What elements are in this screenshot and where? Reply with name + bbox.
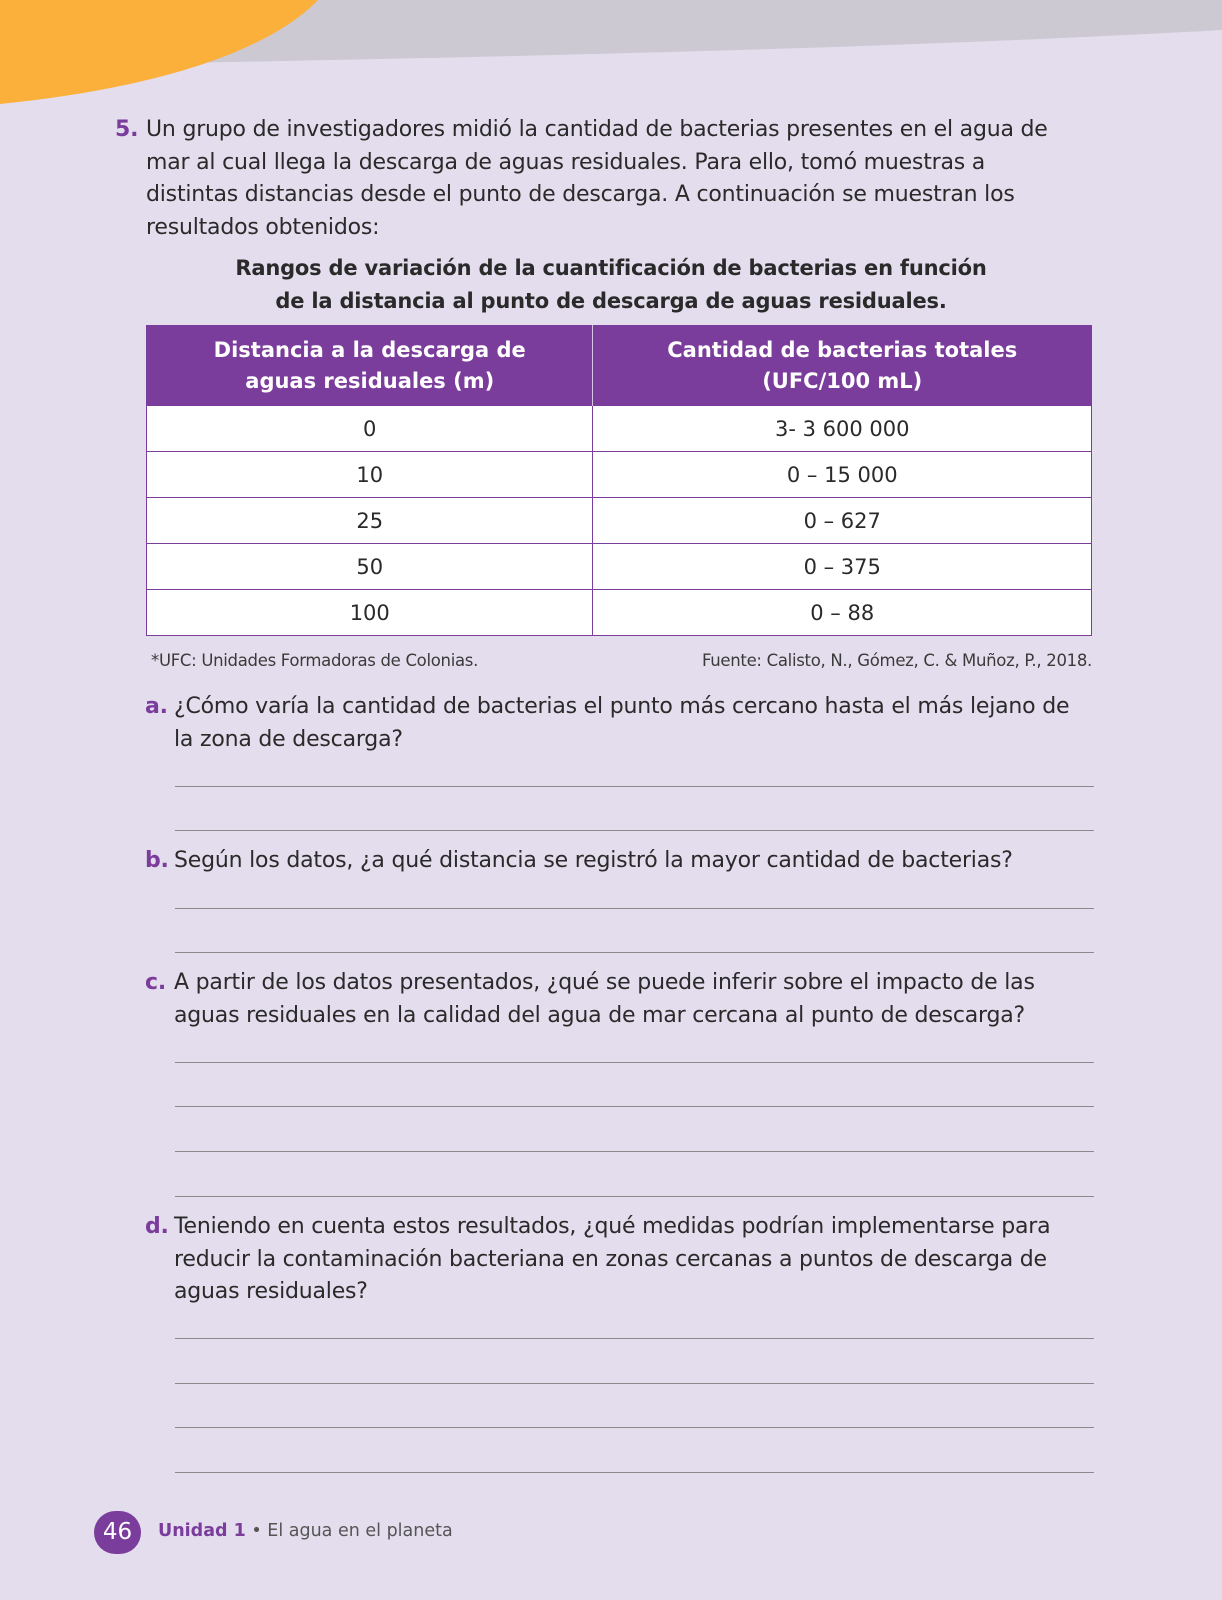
table-source: Fuente: Calisto, N., Gómez, C. & Muñoz, P., 2018. <box>701 651 1092 670</box>
bacteria-cell: 0 – 15 000 <box>593 452 1092 498</box>
answer-line[interactable] <box>175 830 1094 831</box>
footer-chapter: El agua en el planeta <box>267 1521 453 1541</box>
bacteria-cell: 0 – 375 <box>593 544 1092 590</box>
question-letter: d. <box>145 1214 169 1239</box>
question-letter: c. <box>145 970 166 995</box>
question-text: Según los datos, ¿a qué distancia se registró la mayor cantidad de bacterias? <box>174 848 1013 873</box>
answer-line[interactable] <box>175 952 1094 953</box>
answer-line[interactable] <box>175 1338 1094 1339</box>
distance-cell: 25 <box>147 498 593 544</box>
question-text: ¿Cómo varía la cantidad de bacterias el punto más cercano hasta el más lejano de la zona de descarga? <box>174 694 1070 752</box>
answer-line[interactable] <box>175 1196 1094 1197</box>
answer-line[interactable] <box>175 1472 1094 1473</box>
distance-cell: 10 <box>147 452 593 498</box>
header-decoration <box>0 0 1222 130</box>
header-bacteria-line-2: (UFC/100 mL) <box>762 368 923 393</box>
answer-line[interactable] <box>175 1427 1094 1428</box>
footer-text <box>158 1521 453 1541</box>
question-a <box>145 691 1080 756</box>
header-distance-line-2: aguas residuales (m) <box>245 368 495 393</box>
answer-line[interactable] <box>175 908 1094 909</box>
question-letter: b. <box>145 848 169 873</box>
question-number: 5. <box>115 117 139 142</box>
bacteria-cell: 3- 3 600 000 <box>593 406 1092 452</box>
table-row <box>147 544 1092 590</box>
header-distance-line-1: Distancia a la descarga de <box>213 337 526 362</box>
header-bacteria-line-1: Cantidad de bacterias totales <box>667 337 1018 362</box>
header-distance <box>147 326 593 406</box>
footer-separator: • <box>245 1521 268 1541</box>
distance-cell: 0 <box>147 406 593 452</box>
question-c <box>145 967 1080 1032</box>
table-header-row <box>147 326 1092 406</box>
question-letter: a. <box>145 694 168 719</box>
answer-line[interactable] <box>175 786 1094 787</box>
footer-unit: Unidad 1 <box>158 1521 246 1541</box>
table-title <box>146 252 1076 317</box>
table-row <box>147 406 1092 452</box>
question-text: A partir de los datos presentados, ¿qué se puede inferir sobre el impacto de las aguas residuales en la calidad del agua de mar cercana al punto de descarga? <box>174 970 1035 1028</box>
table-footnote: *UFC: Unidades Formadoras de Colonias. <box>151 651 479 670</box>
bacteria-cell: 0 – 88 <box>593 590 1092 636</box>
answer-line[interactable] <box>175 1062 1094 1063</box>
answer-line[interactable] <box>175 1106 1094 1107</box>
table-title-line-2: de la distancia al punto de descarga de aguas residuales. <box>275 288 947 313</box>
question-5 <box>115 114 1055 244</box>
answer-line[interactable] <box>175 1151 1094 1152</box>
table-title-line-1: Rangos de variación de la cuantificación de bacterias en función <box>235 256 987 280</box>
question-5-text: Un grupo de investigadores midió la cantidad de bacterias presentes en el agua de mar al cual llega la descarga de aguas residuales. Para ello, tomó muestras a distintas distancias desde el punto de descarga. A continuación se muestran los resultados obtenidos: <box>146 117 1048 240</box>
distance-cell: 100 <box>147 590 593 636</box>
question-d <box>145 1211 1080 1309</box>
table-row <box>147 590 1092 636</box>
page-number: 46 <box>94 1511 141 1554</box>
bacteria-cell: 0 – 627 <box>593 498 1092 544</box>
header-bacteria <box>593 326 1092 406</box>
answer-line[interactable] <box>175 1383 1094 1384</box>
table-row <box>147 498 1092 544</box>
bacteria-table <box>146 325 1092 636</box>
question-text: Teniendo en cuenta estos resultados, ¿qué medidas podrían implementarse para reducir la contaminación bacteriana en zonas cercanas a puntos de descarga de aguas residuales? <box>174 1214 1051 1304</box>
distance-cell: 50 <box>147 544 593 590</box>
table-row <box>147 452 1092 498</box>
question-b <box>145 845 1080 878</box>
